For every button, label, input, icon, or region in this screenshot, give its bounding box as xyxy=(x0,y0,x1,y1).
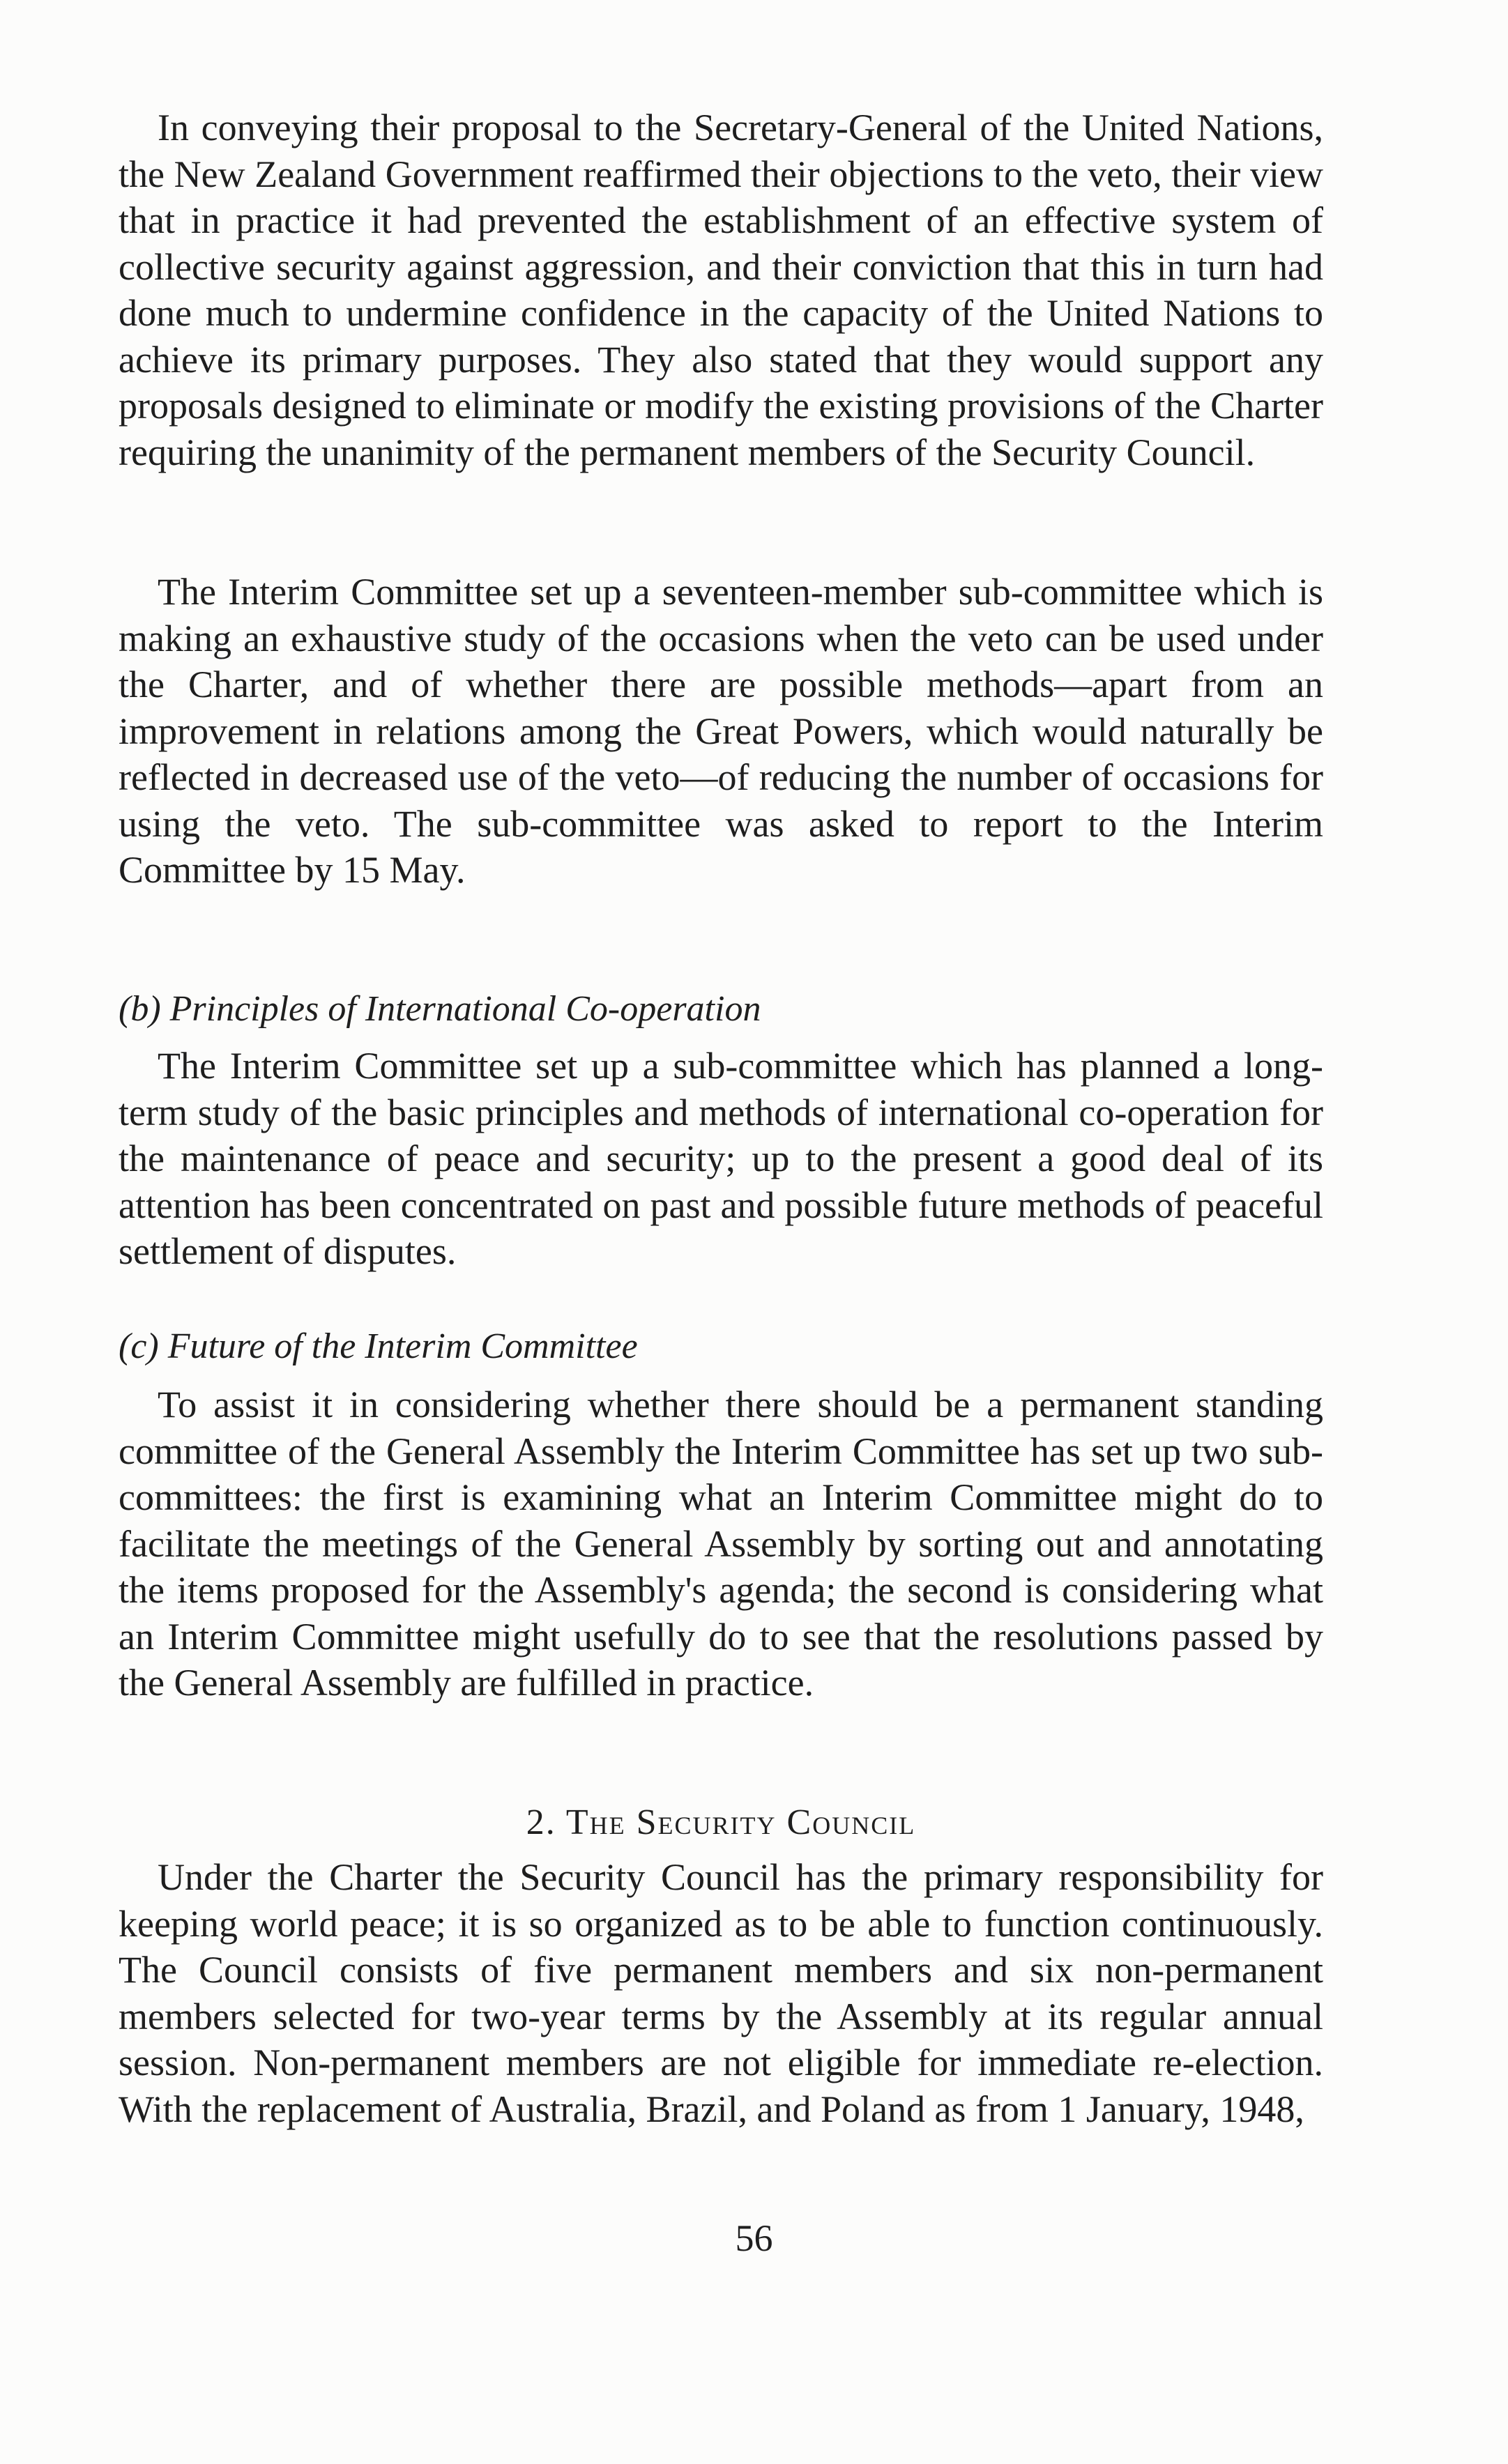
paragraph-security-council: Under the Charter the Security Council has the primary responsibility for keeping world peace; it is so organized as to be able to function continuously. The Council consists of five permanent members and six non-permanent members selected for two-year terms by the Assembly at its regular annual session. Non-permanent members are not eligible for immediate re-election. With the replacement of Australia, Brazil, and Poland as from 1 January, 1948, xyxy=(119,1856,1323,2130)
paragraph-veto-sub-committee: The Interim Committee set up a seventeen-member sub-committee which is making an exhaustive study of the occasions when the veto can be used under the Charter, and of whether there are possible methods—apart from an improvement in relations among the Great Powers, which would naturally be reflected in decreased use of the veto—of reducing the number of occasions for using the veto. The sub-committee was asked to report to the Interim Committee by 15 May. xyxy=(119,571,1323,891)
heading-security-council: 2. The Security Council xyxy=(526,1803,916,1842)
heading-future-interim-committee: (c) Future of the Interim Committee xyxy=(119,1326,638,1366)
paragraph-future-interim-committee: To assist it in considering whether there should be a permanent standing committee of the General Assembly the Interim Committee has set up two sub-committees: the first is examining what an Interim Committee might do to facilitate the meetings of the General Assembly by sorting out and annotating the items proposed for the Assembly's agenda; the second is considering what an Interim Committee might usefully do to see that the resolutions passed by the General Assembly are fulfilled in practice. xyxy=(119,1384,1323,1704)
page-number: 56 xyxy=(735,2217,773,2259)
heading-principles-international-cooperation: (b) Principles of International Co-operation xyxy=(119,989,761,1029)
paragraph-new-zealand-veto: In conveying their proposal to the Secretary-General of the United Nations, the New Zealand Government reaffirmed their objections to the veto, their view that in practice it had prevented the establishment of an effective system of collective security against aggression, and their conviction that this in turn had done much to undermine confidence in the capacity of the United Nations to achieve its primary purposes. They also stated that they would support any proposals designed to eliminate or modify the existing provisions of the Charter requiring the unanimity of the permanent members of the Security Council. xyxy=(119,107,1323,473)
paragraph-international-cooperation: The Interim Committee set up a sub-committee which has planned a long-term study of the basic principles and methods of international co-operation for the maintenance of peace and security; up to the present a good deal of its attention has been concentrated on past and possible future methods of peaceful settlement of disputes. xyxy=(119,1045,1323,1272)
